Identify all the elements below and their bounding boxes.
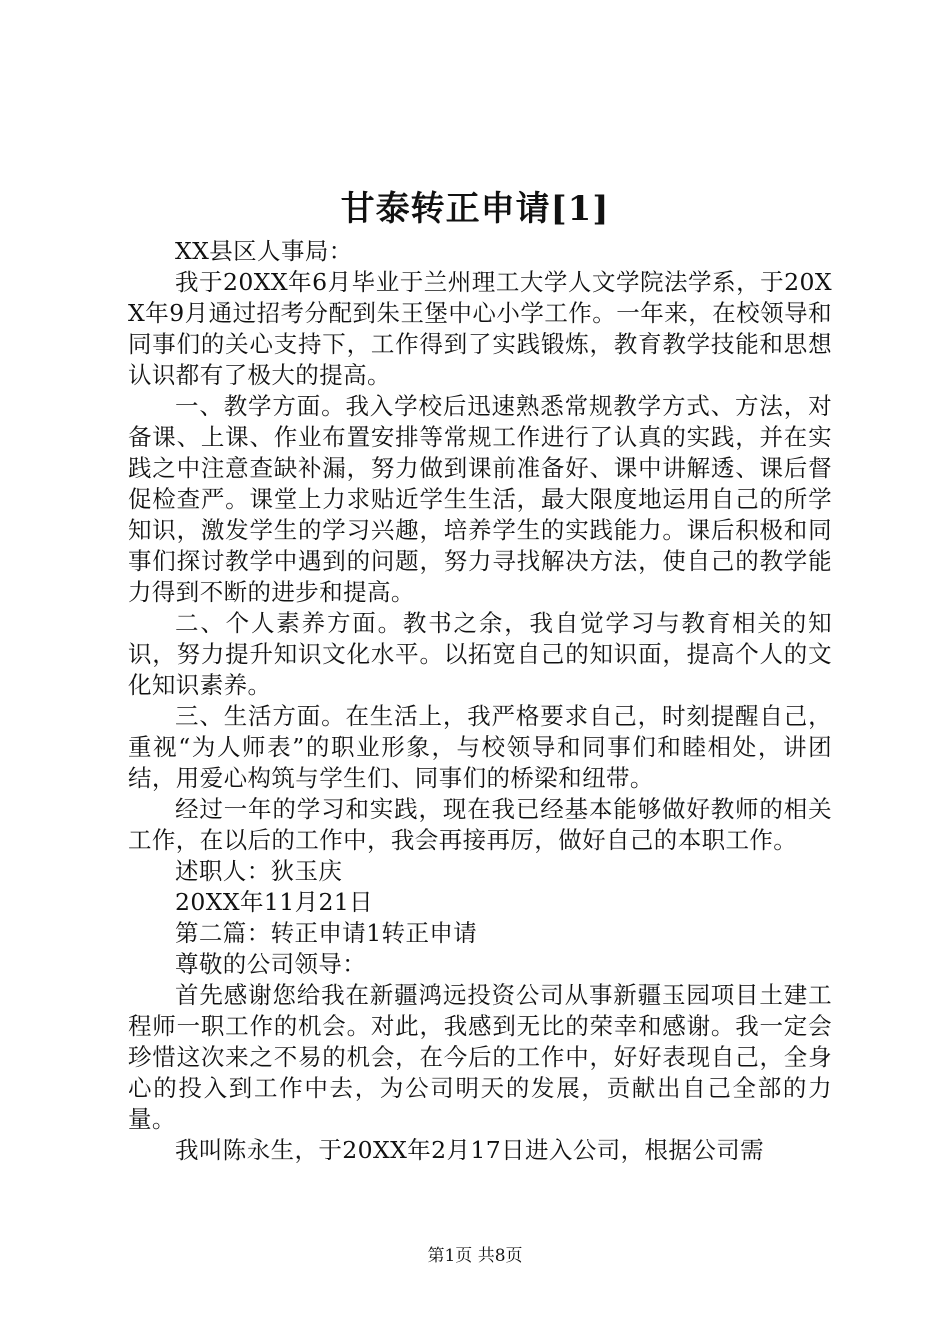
- signature-line: 述职人：狄玉庆: [175, 857, 343, 885]
- conclusion-paragraph: 经过一年的学习和实践，现在我已经基本能够做好教师的相关工作，在以后的工作中，我会再接再厉，做好自己的本职工作。: [128, 795, 832, 854]
- self-intro-paragraph: 我叫陈永生，于20XX年2月17日进入公司，根据公司需: [175, 1136, 765, 1164]
- section-heading: 第二篇：转正申请1转正申请: [175, 919, 478, 947]
- salutation-line: 尊敬的公司领导：: [175, 950, 367, 978]
- document-title: 甘泰转正申请[1]: [340, 189, 610, 229]
- date-line: 20XX年11月21日: [175, 888, 374, 916]
- page-number-footer: 第1页 共8页: [427, 1246, 523, 1266]
- addressee-line: XX县区人事局：: [175, 237, 353, 265]
- personal-quality-paragraph: 二、个人素养方面。教书之余，我自觉学习与教育相关的知识，努力提升知识文化水平。以拓宽自己的知识面，提高个人的文化知识素养。: [128, 609, 832, 699]
- document-body: [128, 236, 832, 1166]
- life-paragraph: 三、生活方面。在生活上，我严格要求自己，时刻提醒自己，重视“为人师表”的职业形象，与校领导和同事们和睦相处，讲团结，用爱心构筑与学生们、同事们的桥梁和纽带。: [128, 702, 832, 792]
- gratitude-paragraph: 首先感谢您给我在新疆鸿远投资公司从事新疆玉园项目土建工程师一职工作的机会。对此，我感到无比的荣幸和感谢。我一定会珍惜这次来之不易的机会，在今后的工作中，好好表现自己，全身心的投入到工作中去，为公司明天的发展，贡献出自己全部的力量。: [128, 981, 832, 1133]
- intro-paragraph: 我于20XX年6月毕业于兰州理工大学人文学院法学系，于20XX年9月通过招考分配到朱王堡中心小学工作。一年来，在校领导和同事们的关心支持下，工作得到了实践锻炼，教育教学技能和思想认识都有了极大的提高。: [128, 268, 832, 389]
- teaching-paragraph: 一、教学方面。我入学校后迅速熟悉常规教学方式、方法，对备课、上课、作业布置安排等常规工作进行了认真的实践，并在实践之中注意查缺补漏，努力做到课前准备好、课中讲解透、课后督促检查严。课堂上力求贴近学生生活，最大限度地运用自己的所学知识，激发学生的学习兴趣，培养学生的实践能力。课后积极和同事们探讨教学中遇到的问题，努力寻找解决方法，使自己的教学能力得到不断的进步和提高。: [128, 392, 832, 606]
